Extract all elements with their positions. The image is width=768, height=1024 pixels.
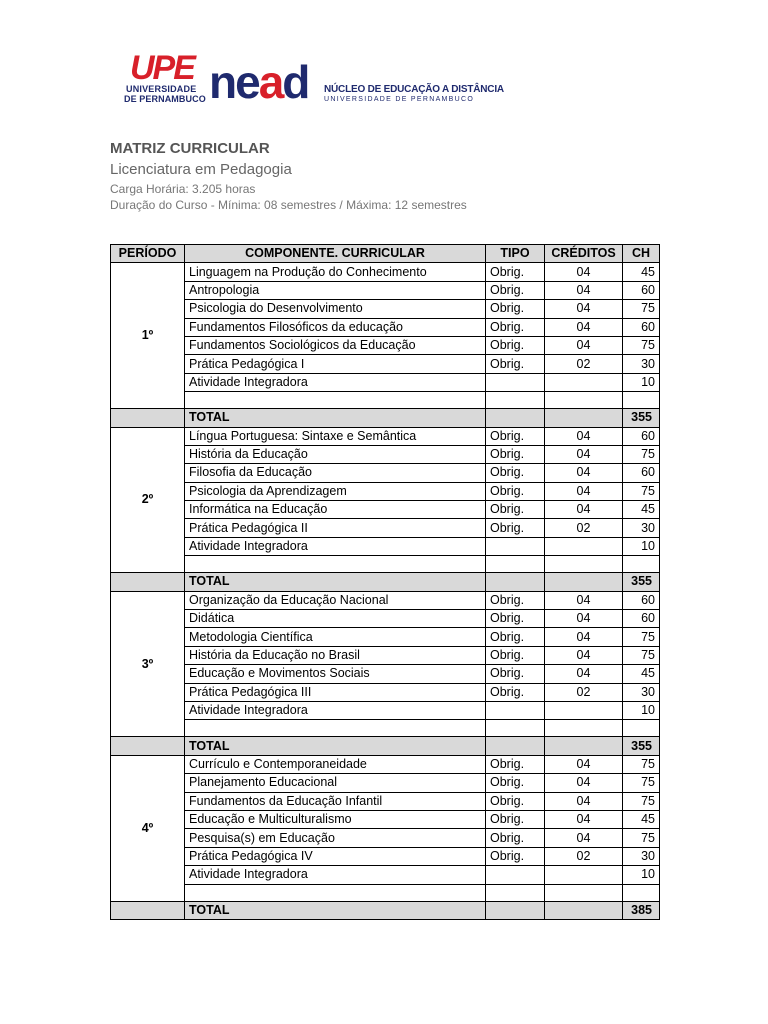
ch-cell: 30	[623, 847, 660, 865]
empty-cell	[545, 556, 623, 573]
total-row	[111, 901, 660, 919]
curriculum-table	[110, 244, 660, 920]
table-row	[111, 847, 660, 865]
ch-cell: 75	[623, 792, 660, 810]
credits-cell: 04	[545, 300, 623, 318]
header-creditos: CRÉDITOS	[545, 245, 623, 263]
tipo-cell: Obrig.	[486, 482, 545, 500]
empty-cell	[486, 409, 545, 427]
table-row	[111, 519, 660, 537]
period-label: 1º	[111, 263, 185, 409]
table-row	[111, 701, 660, 719]
table-row	[111, 683, 660, 701]
header-tipo: TIPO	[486, 245, 545, 263]
total-label: TOTAL	[185, 409, 486, 427]
component-cell: Filosofia da Educação	[185, 464, 486, 482]
ch-cell: 10	[623, 373, 660, 391]
credits-cell: 04	[545, 427, 623, 445]
tipo-cell	[486, 701, 545, 719]
component-cell: Educação e Movimentos Sociais	[185, 665, 486, 683]
empty-cell	[623, 392, 660, 409]
nead-logo-part: d	[282, 56, 309, 108]
period-label: 3º	[111, 591, 185, 737]
ch-cell: 45	[623, 501, 660, 519]
tipo-cell: Obrig.	[486, 501, 545, 519]
spacer-row	[111, 556, 660, 573]
credits-cell: 02	[545, 683, 623, 701]
credits-cell: 04	[545, 810, 623, 828]
spacer-row	[111, 392, 660, 409]
credits-cell: 04	[545, 482, 623, 500]
component-cell: Língua Portuguesa: Sintaxe e Semântica	[185, 427, 486, 445]
total-row	[111, 737, 660, 755]
header-componente: COMPONENTE. CURRICULAR	[185, 245, 486, 263]
period-label: 2º	[111, 427, 185, 573]
tipo-cell: Obrig.	[486, 628, 545, 646]
header-periodo: PERÍODO	[111, 245, 185, 263]
tipo-cell	[486, 373, 545, 391]
ch-cell: 30	[623, 519, 660, 537]
empty-cell	[623, 720, 660, 737]
component-cell: Linguagem na Produção do Conhecimento	[185, 263, 486, 281]
component-cell: História da Educação	[185, 445, 486, 463]
spacer-row	[111, 720, 660, 737]
tipo-cell	[486, 866, 545, 884]
credits-cell: 04	[545, 263, 623, 281]
table-row	[111, 373, 660, 391]
credits-cell: 04	[545, 792, 623, 810]
empty-cell	[545, 573, 623, 591]
ch-cell: 75	[623, 336, 660, 354]
tipo-cell: Obrig.	[486, 318, 545, 336]
tipo-cell: Obrig.	[486, 263, 545, 281]
ch-cell: 75	[623, 755, 660, 773]
total-row	[111, 573, 660, 591]
empty-cell	[185, 720, 486, 737]
credits-cell: 02	[545, 519, 623, 537]
upe-logo	[124, 50, 204, 108]
tipo-cell: Obrig.	[486, 646, 545, 664]
tipo-cell: Obrig.	[486, 464, 545, 482]
tipo-cell: Obrig.	[486, 755, 545, 773]
total-ch: 385	[623, 901, 660, 919]
credits-cell: 04	[545, 336, 623, 354]
total-row	[111, 409, 660, 427]
table-row	[111, 792, 660, 810]
component-cell: Atividade Integradora	[185, 537, 486, 555]
empty-cell	[545, 901, 623, 919]
empty-cell	[623, 884, 660, 901]
empty-cell	[545, 409, 623, 427]
credits-cell: 02	[545, 355, 623, 373]
ch-cell: 60	[623, 610, 660, 628]
table-header-row	[111, 245, 660, 263]
ch-cell: 30	[623, 355, 660, 373]
component-cell: Prática Pedagógica III	[185, 683, 486, 701]
period-label: 4º	[111, 755, 185, 901]
table-row	[111, 336, 660, 354]
course-duration: Duração do Curso - Mínima: 08 semestres / Máxima: 12 semestres	[110, 198, 467, 212]
table-row	[111, 281, 660, 299]
table-row	[111, 464, 660, 482]
credits-cell: 04	[545, 829, 623, 847]
component-cell: Pesquisa(s) em Educação	[185, 829, 486, 847]
component-cell: Didática	[185, 610, 486, 628]
header-ch: CH	[623, 245, 660, 263]
total-label: TOTAL	[185, 737, 486, 755]
component-cell: Fundamentos da Educação Infantil	[185, 792, 486, 810]
credits-cell: 04	[545, 501, 623, 519]
component-cell: Atividade Integradora	[185, 373, 486, 391]
tipo-cell: Obrig.	[486, 355, 545, 373]
tipo-cell: Obrig.	[486, 665, 545, 683]
table-row	[111, 263, 660, 281]
credits-cell: 04	[545, 628, 623, 646]
empty-cell	[545, 720, 623, 737]
ch-cell: 75	[623, 829, 660, 847]
empty-cell	[486, 737, 545, 755]
table-row	[111, 774, 660, 792]
tipo-cell: Obrig.	[486, 591, 545, 609]
empty-cell	[111, 573, 185, 591]
tipo-cell	[486, 537, 545, 555]
nead-logo-line1: NÚCLEO DE EDUCAÇÃO A DISTÂNCIA	[324, 84, 504, 95]
credits-cell: 04	[545, 281, 623, 299]
tipo-cell: Obrig.	[486, 336, 545, 354]
ch-cell: 60	[623, 427, 660, 445]
table-row	[111, 829, 660, 847]
tipo-cell: Obrig.	[486, 774, 545, 792]
table-row	[111, 482, 660, 500]
credits-cell: 04	[545, 445, 623, 463]
component-cell: Currículo e Contemporaneidade	[185, 755, 486, 773]
component-cell: Prática Pedagógica IV	[185, 847, 486, 865]
nead-logo-word	[209, 58, 308, 106]
tipo-cell: Obrig.	[486, 281, 545, 299]
ch-cell: 75	[623, 482, 660, 500]
table-body	[111, 263, 660, 920]
component-cell: Informática na Educação	[185, 501, 486, 519]
table-row	[111, 628, 660, 646]
credits-cell: 04	[545, 591, 623, 609]
total-label: TOTAL	[185, 901, 486, 919]
component-cell: Psicologia da Aprendizagem	[185, 482, 486, 500]
empty-cell	[486, 556, 545, 573]
table-row	[111, 866, 660, 884]
total-ch: 355	[623, 573, 660, 591]
tipo-cell: Obrig.	[486, 519, 545, 537]
table-row	[111, 537, 660, 555]
component-cell: Planejamento Educacional	[185, 774, 486, 792]
ch-cell: 75	[623, 445, 660, 463]
component-cell: Organização da Educação Nacional	[185, 591, 486, 609]
table-row	[111, 646, 660, 664]
credits-cell: 04	[545, 610, 623, 628]
nead-logo-line2: UNIVERSIDADE DE PERNAMBUCO	[324, 96, 475, 103]
ch-cell: 75	[623, 628, 660, 646]
empty-cell	[486, 901, 545, 919]
header-logos	[124, 49, 504, 112]
table-row	[111, 665, 660, 683]
empty-cell	[111, 901, 185, 919]
table-row	[111, 300, 660, 318]
credits-cell: 04	[545, 755, 623, 773]
total-ch: 355	[623, 409, 660, 427]
component-cell: Educação e Multiculturalismo	[185, 810, 486, 828]
upe-logo-line2: DE PERNAMBUCO	[124, 94, 206, 104]
tipo-cell: Obrig.	[486, 300, 545, 318]
empty-cell	[111, 409, 185, 427]
empty-cell	[486, 573, 545, 591]
upe-logo-word: UPE	[130, 49, 194, 87]
ch-cell: 45	[623, 263, 660, 281]
ch-cell: 75	[623, 774, 660, 792]
tipo-cell: Obrig.	[486, 829, 545, 847]
credits-cell: 04	[545, 464, 623, 482]
component-cell: Antropologia	[185, 281, 486, 299]
table-row	[111, 427, 660, 445]
doc-title: MATRIZ CURRICULAR	[110, 140, 270, 157]
total-label: TOTAL	[185, 573, 486, 591]
empty-cell	[111, 737, 185, 755]
component-cell: História da Educação no Brasil	[185, 646, 486, 664]
ch-cell: 45	[623, 665, 660, 683]
empty-cell	[185, 884, 486, 901]
table-row	[111, 810, 660, 828]
credits-cell	[545, 537, 623, 555]
tipo-cell: Obrig.	[486, 610, 545, 628]
credits-cell: 04	[545, 665, 623, 683]
component-cell: Psicologia do Desenvolvimento	[185, 300, 486, 318]
ch-cell: 75	[623, 646, 660, 664]
empty-cell	[623, 556, 660, 573]
credits-cell: 04	[545, 774, 623, 792]
upe-logo-line1: UNIVERSIDADE	[126, 84, 197, 94]
ch-cell: 10	[623, 537, 660, 555]
ch-cell: 30	[623, 683, 660, 701]
table-row	[111, 591, 660, 609]
tipo-cell: Obrig.	[486, 792, 545, 810]
ch-cell: 60	[623, 281, 660, 299]
empty-cell	[486, 720, 545, 737]
empty-cell	[545, 884, 623, 901]
total-ch: 355	[623, 737, 660, 755]
nead-logo-part: ne	[209, 56, 259, 108]
credits-cell	[545, 866, 623, 884]
tipo-cell: Obrig.	[486, 810, 545, 828]
empty-cell	[185, 392, 486, 409]
table-row	[111, 318, 660, 336]
empty-cell	[545, 392, 623, 409]
credits-cell	[545, 701, 623, 719]
empty-cell	[185, 556, 486, 573]
credits-cell: 04	[545, 646, 623, 664]
table-row	[111, 755, 660, 773]
ch-cell: 10	[623, 701, 660, 719]
course-name: Licenciatura em Pedagogia	[110, 161, 292, 178]
component-cell: Fundamentos Sociológicos da Educação	[185, 336, 486, 354]
tipo-cell: Obrig.	[486, 847, 545, 865]
spacer-row	[111, 884, 660, 901]
nead-logo-part: a	[258, 56, 283, 108]
component-cell: Atividade Integradora	[185, 866, 486, 884]
table-row	[111, 445, 660, 463]
empty-cell	[486, 884, 545, 901]
ch-cell: 60	[623, 464, 660, 482]
component-cell: Prática Pedagógica II	[185, 519, 486, 537]
empty-cell	[545, 737, 623, 755]
tipo-cell: Obrig.	[486, 427, 545, 445]
component-cell: Prática Pedagógica I	[185, 355, 486, 373]
credits-cell: 02	[545, 847, 623, 865]
component-cell: Atividade Integradora	[185, 701, 486, 719]
table-row	[111, 610, 660, 628]
credits-cell	[545, 373, 623, 391]
ch-cell: 60	[623, 318, 660, 336]
credits-cell: 04	[545, 318, 623, 336]
ch-cell: 75	[623, 300, 660, 318]
title-block	[110, 140, 467, 213]
empty-cell	[486, 392, 545, 409]
component-cell: Metodologia Científica	[185, 628, 486, 646]
ch-cell: 60	[623, 591, 660, 609]
table-row	[111, 355, 660, 373]
ch-cell: 45	[623, 810, 660, 828]
tipo-cell: Obrig.	[486, 445, 545, 463]
workload: Carga Horária: 3.205 horas	[110, 182, 256, 196]
ch-cell: 10	[623, 866, 660, 884]
component-cell: Fundamentos Filosóficos da educação	[185, 318, 486, 336]
tipo-cell: Obrig.	[486, 683, 545, 701]
table-row	[111, 501, 660, 519]
